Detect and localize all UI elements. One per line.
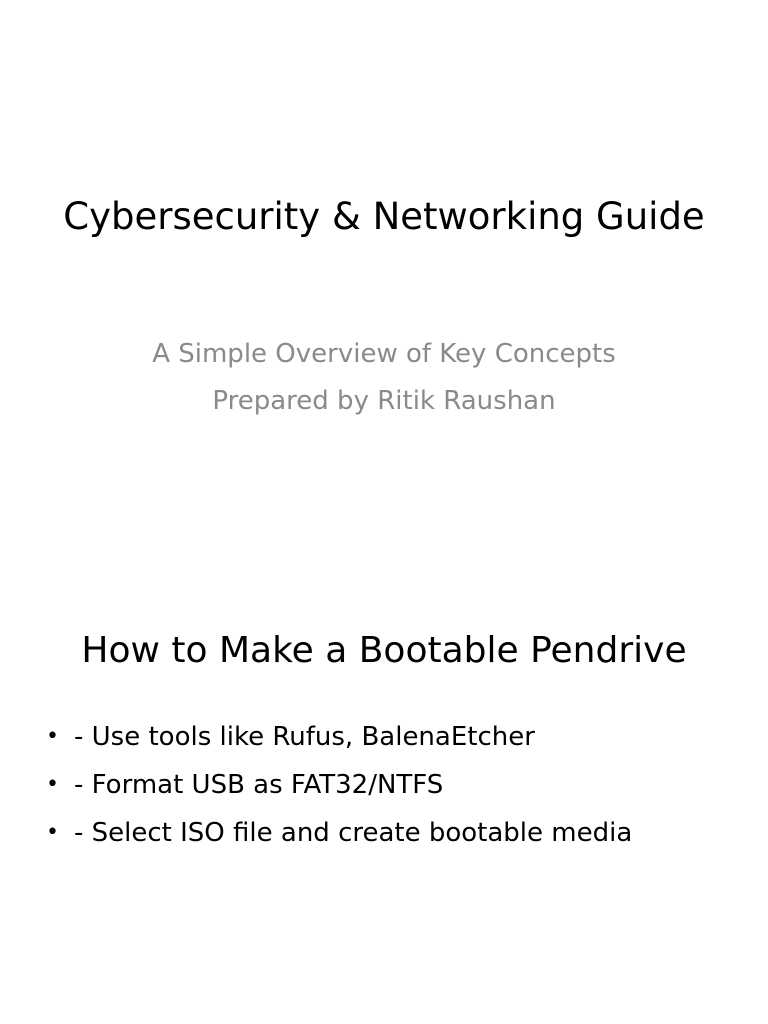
slide-title: How to Make a Bootable Pendrive (81, 630, 687, 671)
bullet-dot-icon: • (46, 772, 59, 797)
presentation-subtitle (60, 331, 708, 425)
content-slide (0, 576, 768, 1024)
subtitle-line: A Simple Overview of Key Concepts (152, 339, 616, 369)
bullet-item (40, 713, 730, 761)
bullet-text: - Use tools like Rufus, BalenaEtcher (74, 722, 535, 752)
bullet-text: - Select ISO file and create bootable media (74, 818, 633, 848)
bullet-list (40, 713, 730, 857)
bullet-dot-icon: • (46, 820, 59, 845)
bullet-dot-icon: • (46, 724, 59, 749)
presentation-title: Cybersecurity & Networking Guide (63, 195, 705, 238)
author-line: Prepared by Ritik Raushan (212, 386, 556, 416)
bullet-item (40, 761, 730, 809)
bullet-item (40, 809, 730, 857)
bullet-text: - Format USB as FAT32/NTFS (74, 770, 444, 800)
